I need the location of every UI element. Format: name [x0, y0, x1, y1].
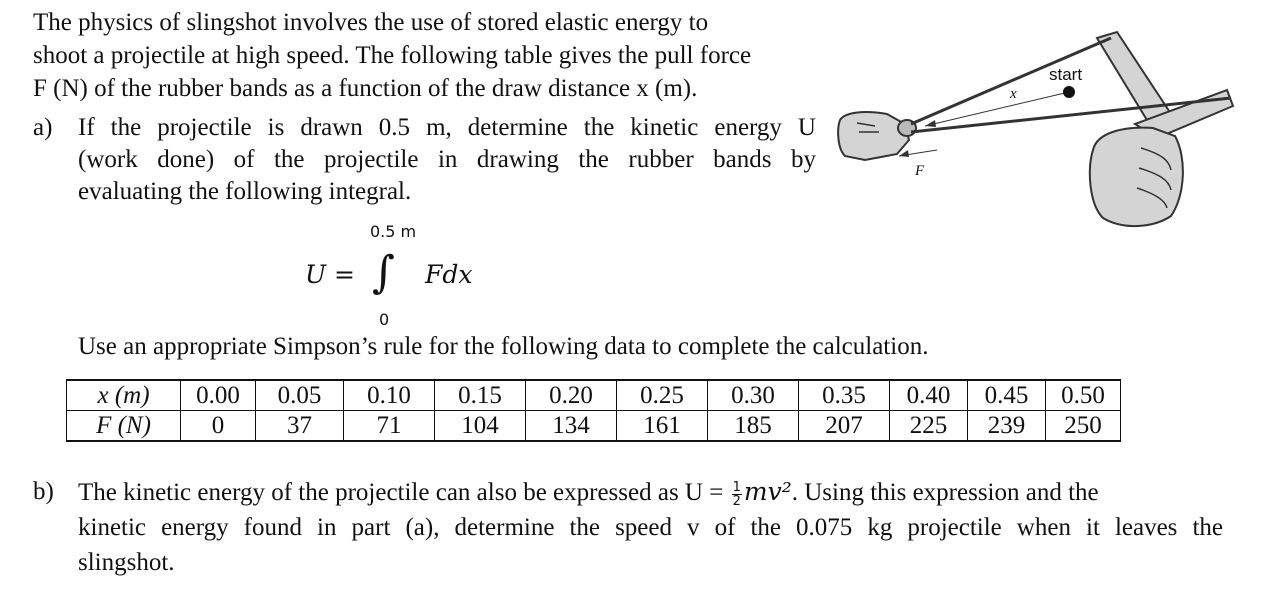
part-b-label: b) — [33, 478, 54, 505]
start-label: start — [1049, 65, 1083, 84]
table-cell: 0.20 — [526, 380, 617, 411]
table-cell: 37 — [256, 411, 344, 442]
table-row-x — [67, 380, 1121, 411]
fraction-numerator: 1 — [732, 479, 741, 495]
force-label: F — [915, 163, 925, 179]
table-cell: 71 — [344, 411, 435, 442]
integral-upper-limit: 0.5 m — [370, 222, 417, 241]
start-point-dot — [1063, 86, 1075, 98]
intro-line-2: shoot a projectile at high speed. The following table gives the pull force — [33, 42, 752, 69]
part-a-line-3: evaluating the following integral. — [78, 178, 412, 205]
table-cell: 0.45 — [968, 380, 1046, 411]
table-cell: 0.30 — [708, 380, 799, 411]
table-cell: 134 — [526, 411, 617, 442]
row-header-x: x (m) — [67, 380, 181, 411]
x-label: x — [1010, 86, 1017, 102]
intro-line-3: F (N) of the rubber bands as a function of the draw distance x (m). — [33, 75, 698, 102]
part-b-line-1-pre: The kinetic energy of the projectile can also be expressed as U = — [78, 479, 730, 506]
table-cell: 161 — [617, 411, 708, 442]
table-cell: 0.25 — [617, 380, 708, 411]
integral-sign: ∫ — [372, 247, 395, 298]
table-cell: 225 — [890, 411, 968, 442]
data-table — [66, 379, 1121, 442]
intro-line-1: The physics of slingshot involves the use of stored elastic energy to — [33, 9, 709, 36]
slingshot-frame-icon — [1097, 32, 1233, 138]
table-cell: 0 — [181, 411, 256, 442]
part-a-line-2: (work done) of the projectile in drawing the rubber bands by — [78, 146, 816, 173]
row-header-f: F (N) — [67, 411, 181, 442]
left-hand-icon — [838, 112, 909, 160]
table-row-f — [67, 411, 1121, 442]
table-cell: 104 — [435, 411, 526, 442]
fraction-denominator: 2 — [732, 493, 741, 509]
table-cell: 0.05 — [256, 380, 344, 411]
table-cell: 185 — [708, 411, 799, 442]
table-cell: 207 — [799, 411, 890, 442]
part-b-line-1 — [78, 474, 1223, 510]
table-cell: 250 — [1046, 411, 1121, 442]
table-cell: 0.50 — [1046, 380, 1121, 411]
slingshot-figure — [835, 28, 1235, 238]
part-b-line-3: slingshot. — [78, 549, 175, 576]
integral-lower-limit: 0 — [379, 310, 390, 329]
part-a-label: a) — [33, 114, 53, 141]
right-hand-icon — [1090, 128, 1183, 226]
part-b-line-2: kinetic energy found in part (a), determine the speed v of the 0.075 kg projectile when it leaves the — [78, 514, 1223, 541]
simpson-instruction: Use an appropriate Simpson’s rule for the following data to complete the calculation. — [78, 333, 929, 360]
part-b-text — [78, 474, 1223, 580]
part-a-text — [78, 112, 816, 208]
formula-lhs: U = — [305, 260, 355, 289]
table-cell: 0.40 — [890, 380, 968, 411]
draw-distance-arrowhead — [925, 120, 936, 127]
intro-paragraph — [33, 6, 823, 105]
table-cell: 0.35 — [799, 380, 890, 411]
part-b-line-1-post: . Using this expression and the — [791, 479, 1099, 506]
part-a-line-1: If the projectile is drawn 0.5 m, determine the kinetic energy U — [78, 114, 816, 141]
one-half-fraction — [732, 481, 742, 508]
table-cell: 0.15 — [435, 380, 526, 411]
integrand: Fdx — [425, 260, 473, 289]
table-cell: 0.10 — [344, 380, 435, 411]
kinetic-energy-expr: mv² — [743, 477, 792, 506]
table-cell: 0.00 — [181, 380, 256, 411]
table-cell: 239 — [968, 411, 1046, 442]
